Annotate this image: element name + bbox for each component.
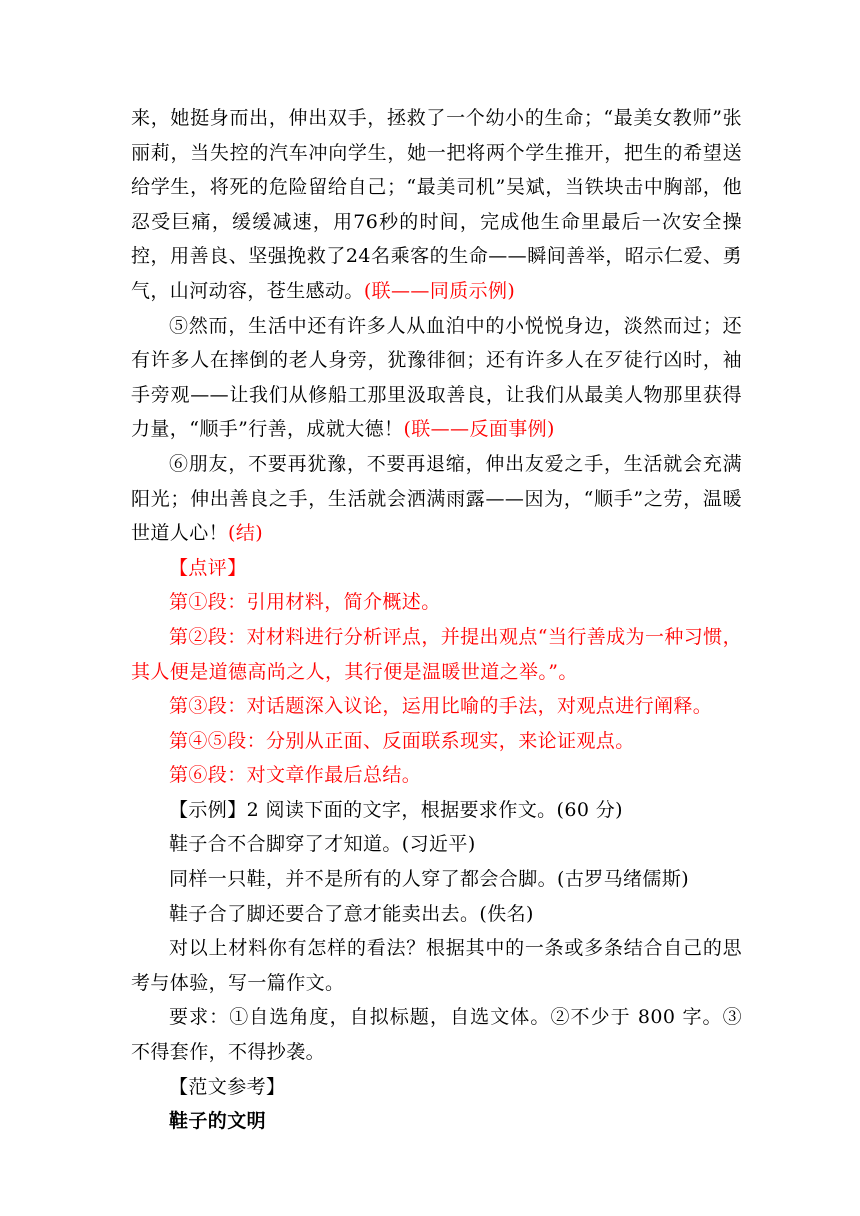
paragraph-5 [131, 309, 742, 447]
writing-prompt: 对以上材料你有怎样的看法？根据其中的一条或多条结合自己的思考与体验，写一篇作文。 [131, 937, 742, 994]
material-quote: 鞋子合不合脚穿了才知道。(习近平) [169, 833, 476, 856]
review-item: 第⑥段：对文章作最后总结。 [169, 764, 422, 787]
review-item: 第②段：对材料进行分析评点，并提出观点“当行善成为一种习惯，其人便是道德高尚之人，其行便是温暖世道之举。”。 [131, 625, 742, 683]
review-item: 第①段：引用材料，简介概述。 [169, 591, 441, 614]
review-item: 第④⑤段：分别从正面、反面联系现实，来论证观点。 [169, 729, 635, 752]
material-quote: 同样一只鞋，并不是所有的人穿了都会合脚。(古罗马绪儒斯) [169, 868, 690, 891]
example-2-title: 【示例】2 阅读下面的文字，根据要求作文。(60 分) [169, 798, 623, 821]
reference-heading: 【范文参考】 [169, 1075, 286, 1098]
annotation-note: (联——反面事例) [403, 418, 555, 441]
paragraph-6 [131, 447, 742, 551]
review-heading: 【点评】 [169, 556, 247, 579]
review-item: 第③段：对话题深入议论，运用比喻的手法，对观点进行阐释。 [169, 695, 713, 718]
paragraph-text: ⑤然而，生活中还有许多人从血泊中的小悦悦身边，淡然而过；还有许多人在摔倒的老人身旁，犹豫徘徊；还有许多人在歹徒行凶时，袖手旁观——让我们从修船工那里汲取善良，让我们从最美人物那里获得力量，“顺手”行善，成就大德！ [131, 314, 742, 441]
paragraph-4-continued [131, 101, 742, 309]
annotation-note: (结) [228, 522, 264, 545]
essay-title: 鞋子的文明 [169, 1110, 267, 1133]
paragraph-text: 来，她挺身而出，伸出双手，拯救了一个幼小的生命；“最美女教师”张丽莉，当失控的汽车冲向学生，她一把将两个学生推开，把生的希望送给学生，将死的危险留给自己；“最美司机”吴斌，当铁块击中胸部，他忍受巨痛，缓缓减速，用76秒的时间，完成他生命里最后一次安全操控，用善良、坚强挽救了24名乘客的生命——瞬间善举，昭示仁爱、勇气，山河动容，苍生感动。 [131, 107, 742, 302]
material-quote: 鞋子合了脚还要合了意才能卖出去。(佚名) [169, 902, 534, 925]
writing-requirement: 要求：①自选角度，自拟标题，自选文体。②不少于 800 字。③不得套作，不得抄袭。 [131, 1006, 742, 1064]
paragraph-text: ⑥朋友，不要再犹豫，不要再退缩，伸出友爱之手，生活就会充满阳光；伸出善良之手，生活就会洒满雨露——因为，“顺手”之劳，温暖世道人心！ [131, 452, 742, 545]
annotation-note: (联——同质示例) [363, 279, 516, 302]
